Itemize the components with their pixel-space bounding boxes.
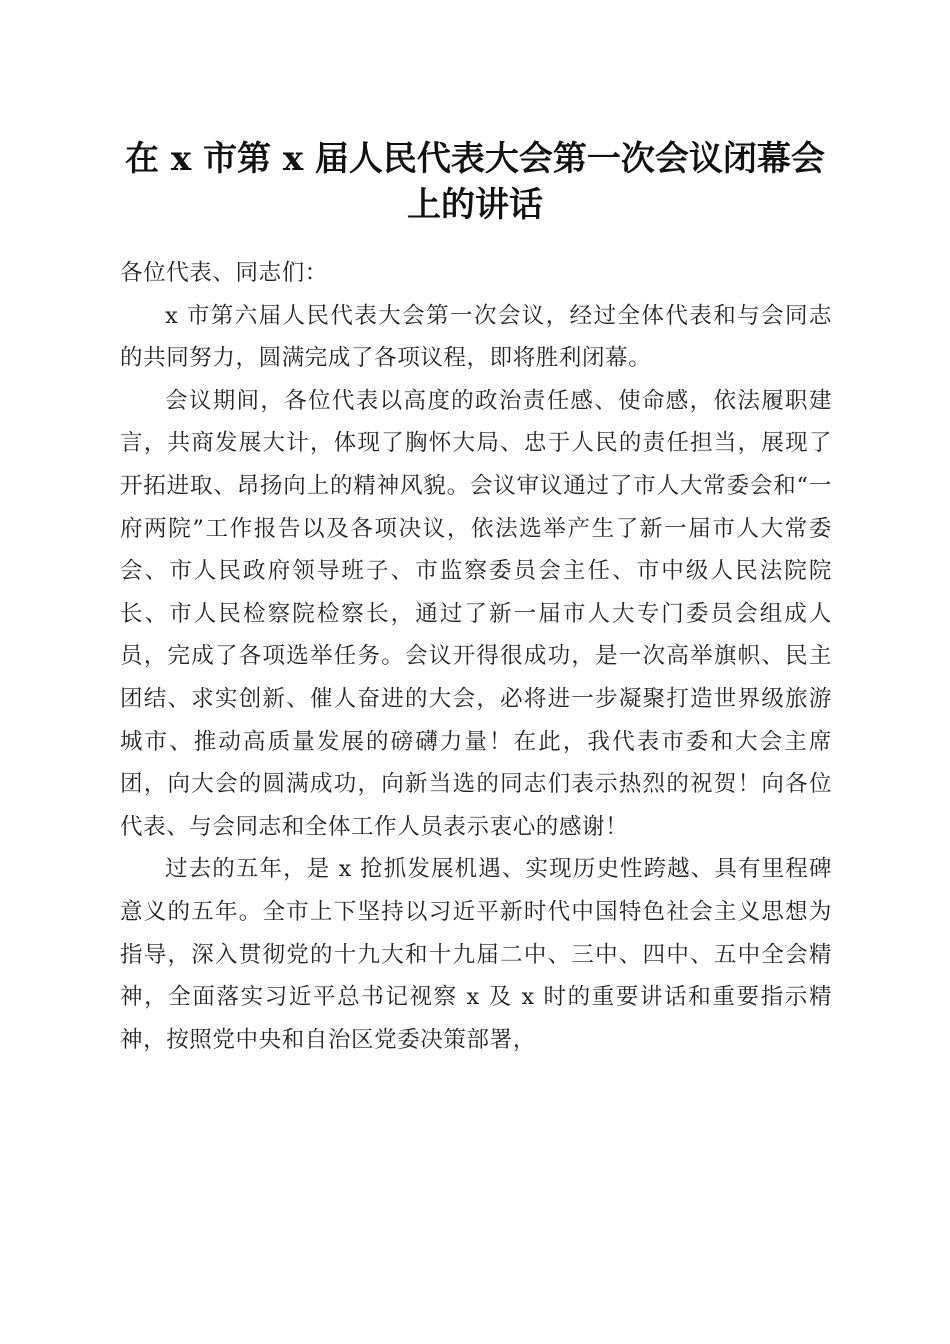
speech-body bbox=[120, 252, 832, 1061]
paragraph-opening: x 市第六届人民代表大会第一次会议，经过全体代表和与会同志的共同努力，圆满完成了各项议程，即将胜利闭幕。 bbox=[120, 302, 832, 372]
salutation: 各位代表、同志们： bbox=[120, 260, 328, 286]
paragraph-past-five-years: 过去的五年，是 x 抢抓发展机遇、实现历史性跨越、具有里程碑意义的五年。全市上下坚持以习近平新时代中国特色社会主义思想为指导，深入贯彻党的十九大和十九届二中、三中、四中、五中全会精神，全面落实习近平总书记视察 x 及 x 时的重要讲话和重要指示精神，按照党中央和自治区党委决策部署， bbox=[120, 856, 832, 1053]
paragraph-meeting-summary: 会议期间，各位代表以高度的政治责任感、使命感，依法履职建言，共商发展大计，体现了胸怀大局、忠于人民的责任担当，展现了开拓进取、昂扬向上的精神风貌。会议审议通过了市人大常委会和“一府两院”工作报告以及各项决议，依法选举产生了新一届市人大常委会、市人民政府领导班子、市监察委员会主任、市中级人民法院院长、市人民检察院检察长，通过了新一届市人大专门委员会组成人员，完成了各项选举任务。会议开得很成功，是一次高举旗帜、民主团结、求实创新、催人奋进的大会，必将进一步凝聚打造世界级旅游城市、推动高质量发展的磅礴力量！在此，我代表市委和大会主席团，向大会的圆满成功，向新当选的同志们表示热烈的祝贺！向各位代表、与会同志和全体工作人员表示衷心的感谢！ bbox=[120, 387, 832, 840]
speech-title: 在 x 市第 x 届人民代表大会第一次会议闭幕会上的讲话 bbox=[125, 139, 825, 225]
